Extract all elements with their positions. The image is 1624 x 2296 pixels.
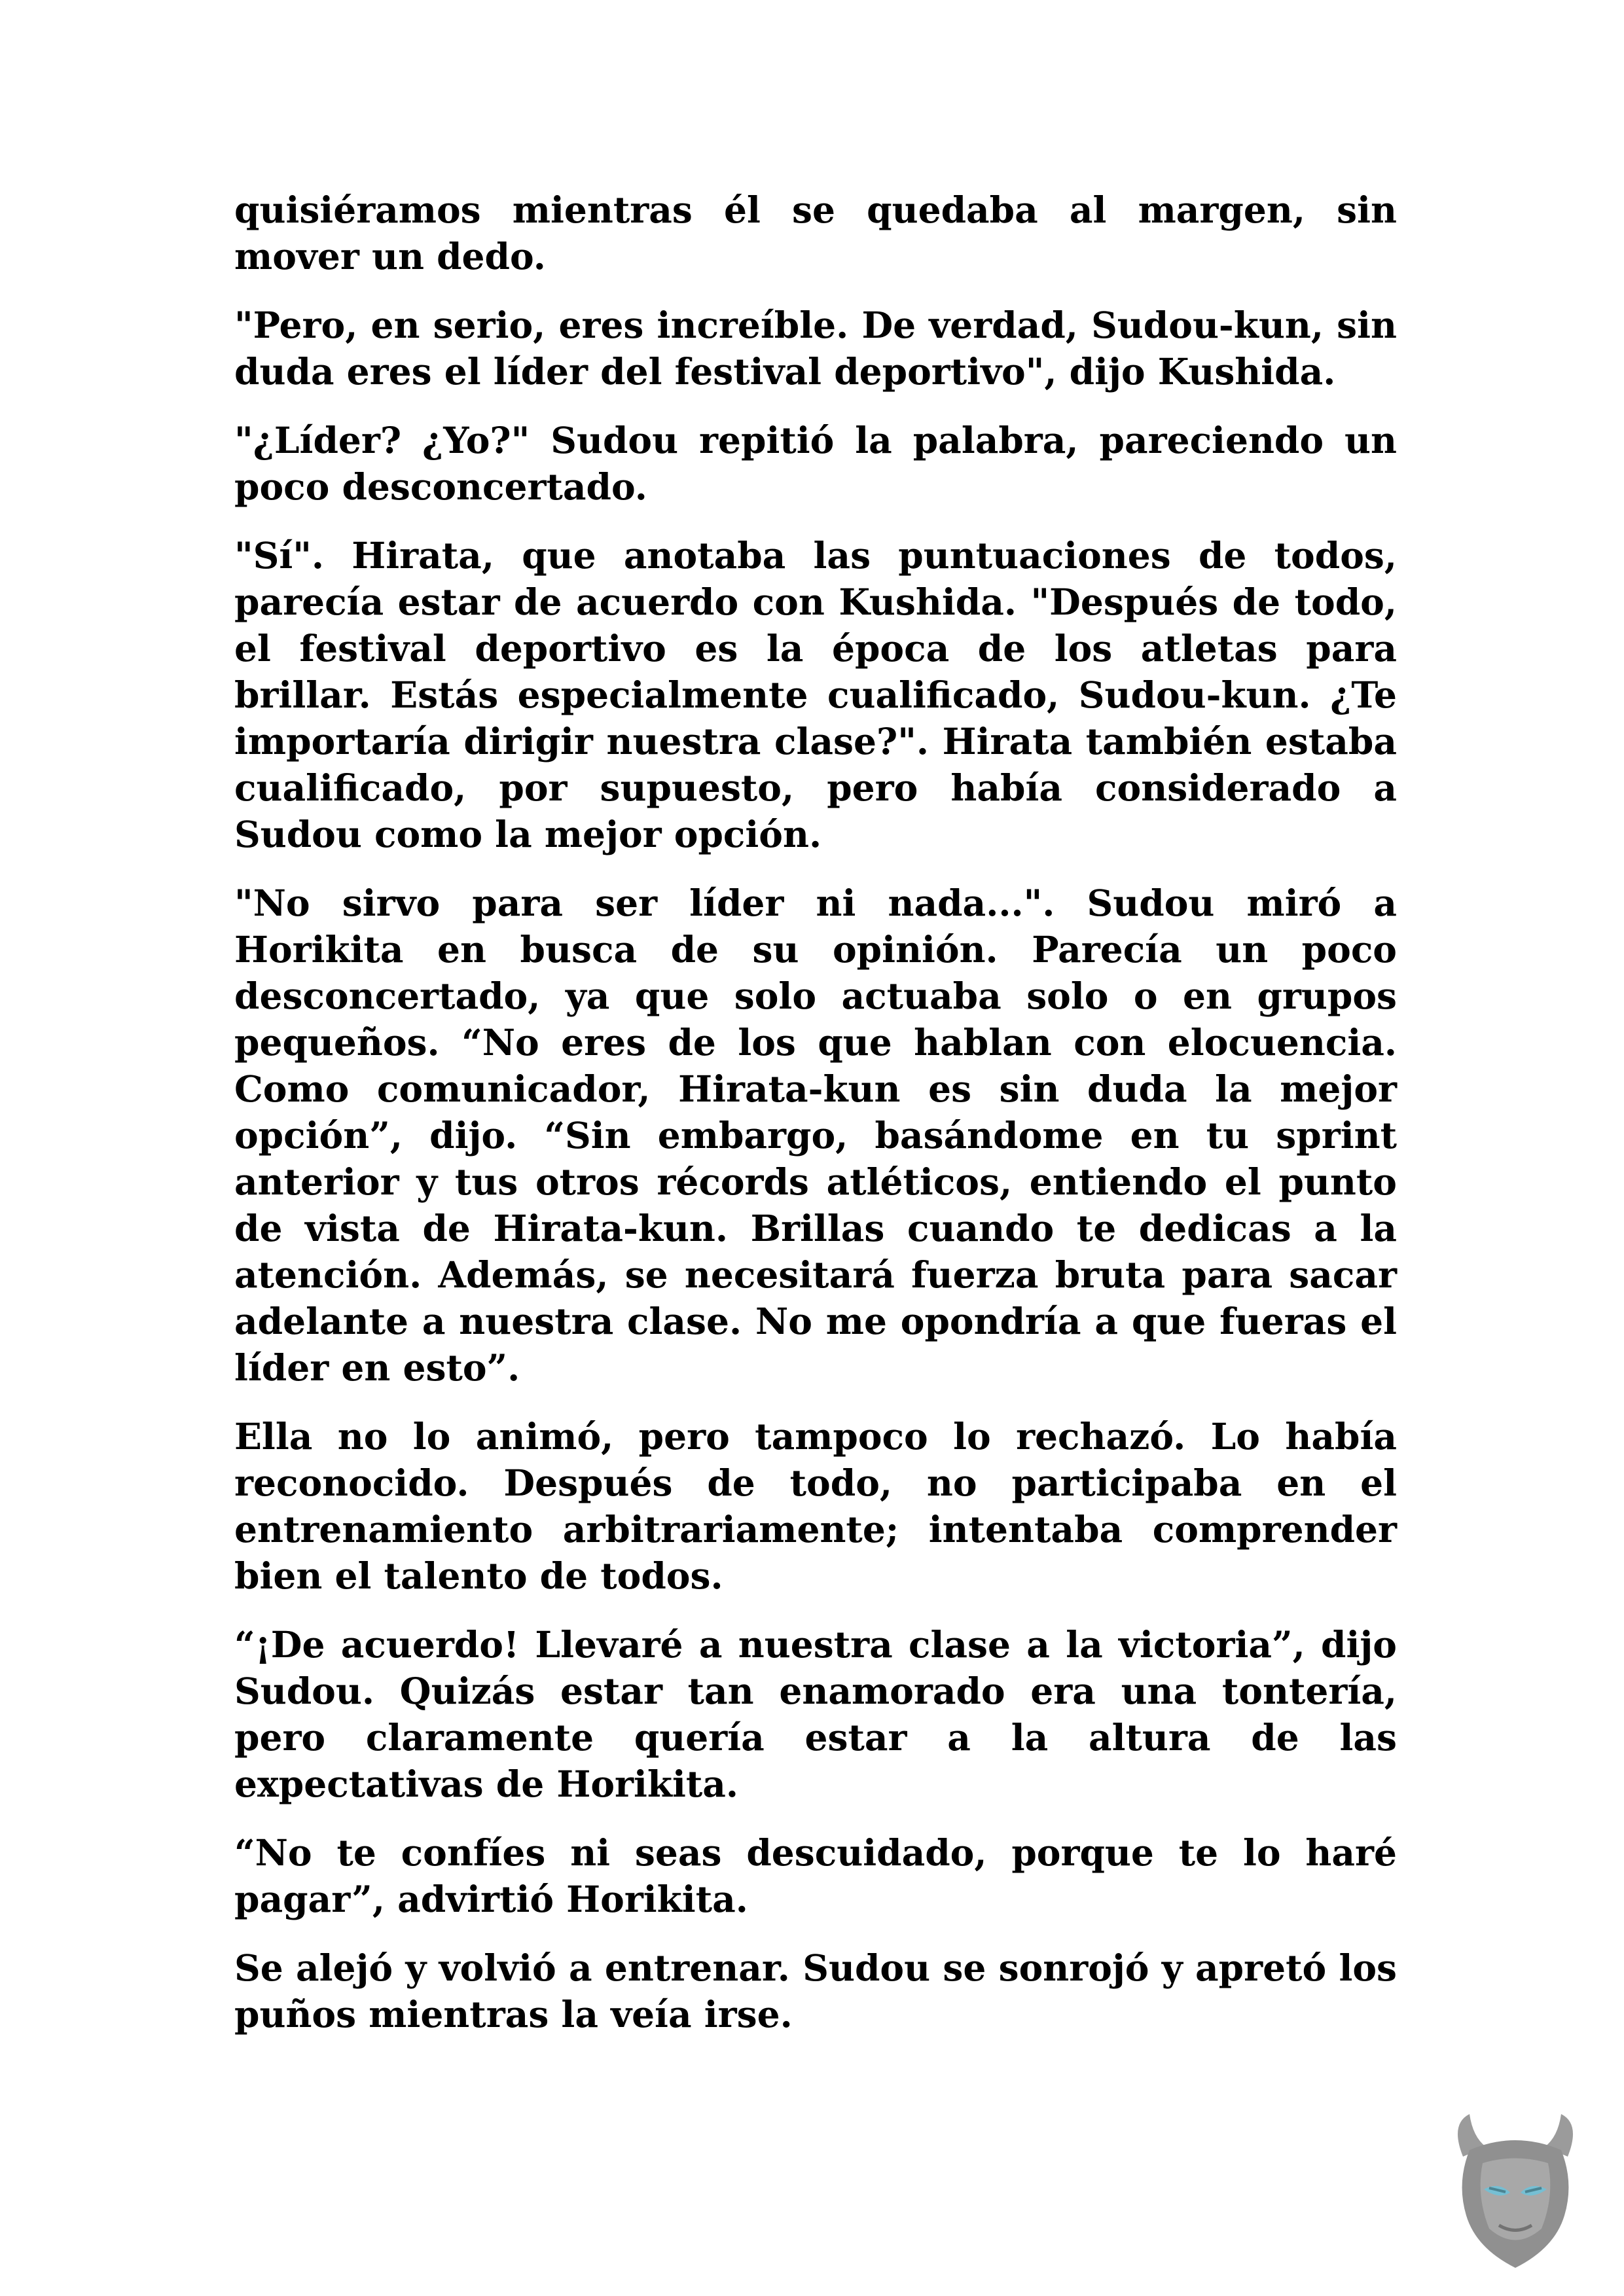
paragraph-3: "¿Líder? ¿Yo?" Sudou repitió la palabra, pareciendo un poco desconcertado.: [234, 419, 1397, 508]
paragraph-8: “No te confíes ni seas descuidado, porque te lo haré pagar”, advirtió Horikita.: [234, 1831, 1397, 1920]
body-text: [234, 187, 1397, 2060]
paragraph-7: “¡De acuerdo! Llevaré a nuestra clase a la victoria”, dijo Sudou. Quizás estar tan enamorado era una tontería, pero claramente quería estar a la altura de las expectativas de Horikita.: [234, 1623, 1397, 1805]
paragraph-5: "No sirvo para ser líder ni nada...". Sudou miró a Horikita en busca de su opinión. Parecía un poco desconcertado, ya que solo actuaba solo o en grupos pequeños. “No eres de los que hablan con elocuencia. Como comunicador, Hirata-kun es sin duda la mejor opción”, dijo. “Sin embargo, basándome en tu sprint anterior y tus otros récords atléticos, entiendo el punto de vista de Hirata-kun. Brillas cuando te dedicas a la atención. Además, se necesitará fuerza bruta para sacar adelante a nuestra clase. No me opondría a que fueras el líder en esto”.: [234, 882, 1397, 1389]
paragraph-9: Se alejó y volvió a entrenar. Sudou se sonrojó y apretó los puños mientras la veía irse.: [234, 1946, 1397, 2036]
paragraph-2: "Pero, en serio, eres increíble. De verdad, Sudou-kun, sin duda eres el líder del festival deportivo", dijo Kushida.: [234, 304, 1397, 393]
demon-head-logo-icon: [1443, 2111, 1587, 2274]
paragraph-6: Ella no lo animó, pero tampoco lo rechazó. Lo había reconocido. Después de todo, no participaba en el entrenamiento arbitrariamente; intentaba comprender bien el talento de todos.: [234, 1415, 1397, 1597]
paragraph-4: "Sí". Hirata, que anotaba las puntuaciones de todos, parecía estar de acuerdo con Kushida. "Después de todo, el festival deportivo es la época de los atletas para brillar. Estás especialmente cualificado, Sudou-kun. ¿Te importaría dirigir nuestra clase?". Hirata también estaba cualificado, por supuesto, pero había considerado a Sudou como la mejor opción.: [234, 534, 1397, 855]
paragraph-1: quisiéramos mientras él se quedaba al margen, sin mover un dedo.: [234, 188, 1397, 278]
